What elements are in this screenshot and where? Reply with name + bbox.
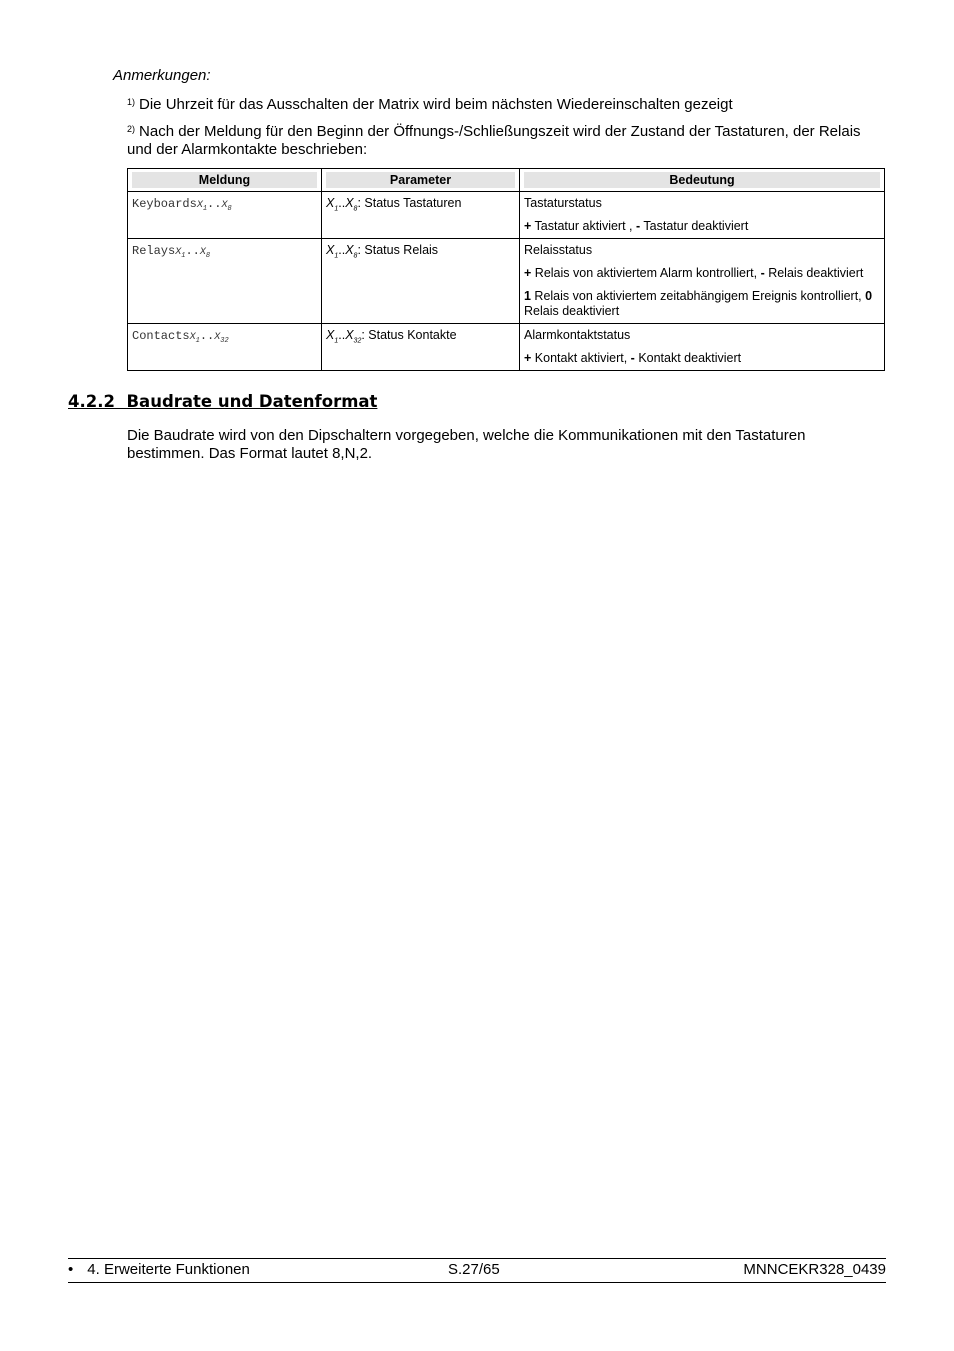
table-header-row (128, 169, 885, 192)
cell-bedeutung: Relaisstatus + Relais von aktiviertem Alarm kontrolliert, - Relais deaktiviert 1 Relais von aktiviertem zeitabhängigem Ereignis kontrolliert, 0 Relais deaktiviert (520, 239, 885, 324)
footer-doc-id: MNNCEKR328_0439 (743, 1261, 886, 1278)
cell-meldung: $RelaysX_1..X_8$ (128, 239, 322, 324)
header-meldung: Meldung (128, 169, 322, 192)
footer-bullet: • (68, 1261, 74, 1278)
section-body: Die Baudrate wird von den Dipschaltern vorgegeben, welche die Kommunikationen mit den Tastaturen bestimmen. Das Format lautet 8,N,2. (127, 427, 806, 462)
note-1-marker: 1) (127, 97, 136, 107)
table-row (128, 239, 885, 324)
table-row (128, 324, 885, 371)
cell-meldung: $KeyboardsX_1..X_8$ (128, 192, 322, 239)
cell-meldung: $ContactsX_1..X_{32}$ (128, 324, 322, 371)
cell-bedeutung: Alarmkontaktstatus + Kontakt aktiviert, - Kontakt deaktiviert (520, 324, 885, 371)
note-2 (127, 123, 887, 159)
section-title (68, 392, 377, 411)
footer-chapter (68, 1261, 250, 1278)
footer-page-number: S.27/65 (448, 1261, 500, 1278)
note-1 (127, 96, 887, 114)
header-parameter: Parameter (322, 169, 520, 192)
note-1-text: Die Uhrzeit für das Ausschalten der Matrix wird beim nächsten Wiedereinschalten gezeigt (139, 96, 733, 113)
cell-parameter: $X_1..X_8$: Status Relais (322, 239, 520, 324)
cell-parameter: $X_1..X_{32}$: Status Kontakte (322, 324, 520, 371)
footer-chapter-text: 4. Erweiterte Funktionen (87, 1261, 250, 1278)
section-number: 4.2.2 (68, 392, 115, 411)
notes-heading: Anmerkungen: (113, 67, 211, 84)
section-title-text: Baudrate und Datenformat (126, 392, 378, 411)
message-table (127, 168, 885, 371)
cell-bedeutung: Tastaturstatus + Tastatur aktiviert , - Tastatur deaktiviert (520, 192, 885, 239)
table-row (128, 192, 885, 239)
header-bedeutung: Bedeutung (520, 169, 885, 192)
footer-rule-top (68, 1258, 886, 1259)
note-2-text: Nach der Meldung für den Beginn der Öffnungs-/Schließungszeit wird der Zustand der Tastaturen, der Relais und der Alarmkontakte beschrieben: (127, 123, 861, 158)
footer-rule-bottom (68, 1282, 886, 1283)
note-2-marker: 2) (127, 124, 136, 134)
cell-parameter: $X_1..X_8$: Status Tastaturen (322, 192, 520, 239)
